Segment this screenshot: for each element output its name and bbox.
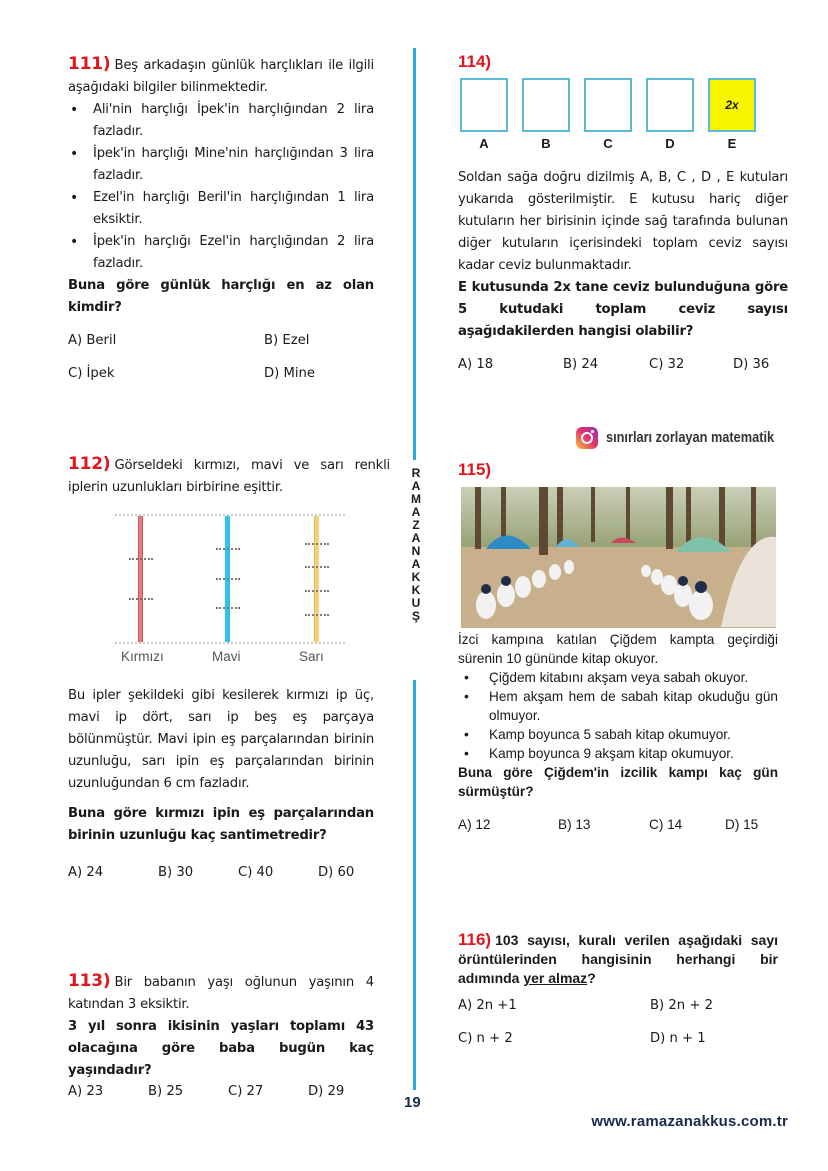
q114-body: Soldan sağa doğru dizilmiş A, B, C , D , E kutuları yukarıda gösterilmiştir. E kutusu hariç diğer kutuların her birisinin içinde sağ tarafında bulunan diğer kutuların içerisindeki toplam ceviz sayısı kadar ceviz bulunmaktadır. bbox=[458, 170, 788, 273]
q112-option-c[interactable]: C) 40 bbox=[238, 865, 274, 880]
q112-options bbox=[68, 865, 374, 880]
q114-boxes bbox=[460, 78, 756, 151]
q114-question: E kutusunda 2x tane ceviz bulunduğuna göre 5 kutudaki toplam ceviz sayısı aşağıdakilerden hangisi olabilir? bbox=[458, 280, 788, 339]
q111-intro-text: Beş arkadaşın günlük harçlıkları ile ilgili aşağıdaki bilgiler bilinmektedir. bbox=[68, 58, 374, 95]
q115-bullet: • Hem akşam hem de sabah kitap okuduğu gün olmuyor. bbox=[458, 687, 778, 725]
q116-options-row1 bbox=[458, 998, 778, 1013]
box-a-square bbox=[460, 78, 508, 132]
question-112 bbox=[68, 453, 390, 499]
cut-mark bbox=[129, 598, 153, 600]
q116-options-row2 bbox=[458, 1031, 778, 1046]
q115-option-d[interactable]: D) 15 bbox=[725, 817, 759, 832]
threads-figure bbox=[115, 508, 345, 668]
q113-number: 113) bbox=[68, 971, 111, 991]
q114-option-b[interactable]: B) 24 bbox=[563, 357, 599, 372]
q115-bullet: • Çiğdem kitabını akşam veya sabah okuyor. bbox=[458, 668, 778, 687]
cut-mark bbox=[305, 543, 329, 545]
q116-number: 116) bbox=[458, 930, 492, 949]
q113-option-c[interactable]: C) 27 bbox=[228, 1084, 264, 1099]
box-d bbox=[646, 78, 694, 151]
instagram-icon bbox=[576, 427, 598, 449]
q113-question: 3 yıl sonra ikisinin yaşları toplamı 43 olacağına göre baba bugün kaç yaşındadır? bbox=[68, 1019, 374, 1078]
letter: U bbox=[411, 596, 421, 610]
q111-bullet: • Ali'nin harçlığı İpek'in harçlığından 2 lira fazladır. bbox=[68, 99, 374, 143]
q111-bullets bbox=[68, 99, 374, 275]
q114-option-a[interactable]: A) 18 bbox=[458, 357, 494, 372]
cut-mark bbox=[305, 590, 329, 592]
q115-bullets bbox=[458, 668, 778, 763]
q112-option-d[interactable]: D) 60 bbox=[318, 865, 355, 880]
q112-intro bbox=[68, 453, 390, 499]
q113-intro bbox=[68, 970, 374, 1016]
question-116 bbox=[458, 930, 778, 1046]
q113-option-d[interactable]: D) 29 bbox=[308, 1084, 345, 1099]
q116-option-c[interactable]: C) n + 2 bbox=[458, 1031, 513, 1046]
letter: Ş bbox=[411, 609, 420, 623]
q113-option-a[interactable]: A) 23 bbox=[68, 1084, 104, 1099]
q115-option-c[interactable]: C) 14 bbox=[649, 817, 683, 832]
q114-options bbox=[458, 357, 788, 372]
q112-intro-text: Görseldeki kırmızı, mavi ve sarı renkli iplerin uzunlukları birbirine eşittir. bbox=[68, 458, 390, 495]
question-114-header bbox=[458, 52, 788, 72]
cut-mark bbox=[129, 558, 153, 560]
blue-thread-label: Mavi bbox=[212, 649, 241, 664]
q111-bullet: • İpek'in harçlığı Ezel'in harçlığından 2 lira fazladır. bbox=[68, 231, 374, 275]
q111-bullet: • İpek'in harçlığı Mine'nin harçlığından 3 lira fazladır. bbox=[68, 143, 374, 187]
q111-option-a[interactable]: A) Beril bbox=[68, 333, 117, 348]
q113-option-b[interactable]: B) 25 bbox=[148, 1084, 184, 1099]
letter: Z bbox=[412, 518, 420, 532]
yellow-thread bbox=[314, 516, 319, 642]
q115-bullet: • Kamp boyunca 9 akşam kitap okumuyor. bbox=[458, 744, 778, 763]
box-c-square bbox=[584, 78, 632, 132]
box-b-square bbox=[522, 78, 570, 132]
box-e-square: 2x bbox=[708, 78, 756, 132]
q115-question: Buna göre Çiğdem'in izcilik kampı kaç gün sürmüştür? bbox=[458, 765, 778, 799]
q111-option-c[interactable]: C) İpek bbox=[68, 366, 115, 381]
page-number: 19 bbox=[404, 1094, 421, 1111]
q112-option-b[interactable]: B) 30 bbox=[158, 865, 194, 880]
q111-question: Buna göre günlük harçlığı en az olan kimdir? bbox=[68, 278, 374, 315]
camp-photo-illustration bbox=[461, 487, 776, 628]
q111-option-d[interactable]: D) Mine bbox=[264, 366, 316, 381]
q115-intro: İzci kampına katılan Çiğdem kampta geçirdiği sürenin 10 gününde kitap okuyor. bbox=[458, 632, 778, 666]
letter: A bbox=[411, 557, 421, 571]
column-divider-bottom bbox=[413, 680, 416, 1090]
letter: M bbox=[411, 492, 421, 506]
cut-mark bbox=[305, 566, 329, 568]
q116-question-text: 103 sayısı, kuralı verilen aşağıdaki sayı örüntülerinden hangisinin herhangi bir adımında bbox=[458, 932, 778, 986]
yellow-thread-label: Sarı bbox=[299, 649, 324, 664]
letter: K bbox=[411, 570, 421, 584]
box-d-label: D bbox=[665, 136, 675, 151]
cut-mark bbox=[216, 578, 240, 580]
letter: R bbox=[411, 466, 421, 480]
q113-options bbox=[68, 1084, 374, 1099]
website-link[interactable]: www.ramazanakkus.com.tr bbox=[591, 1113, 788, 1130]
cut-mark bbox=[216, 607, 240, 609]
q115-options bbox=[458, 817, 778, 832]
letter: N bbox=[411, 544, 421, 558]
question-113 bbox=[68, 970, 374, 1099]
instagram-text: sınırları zorlayan matematik bbox=[606, 430, 775, 446]
q112-number: 112) bbox=[68, 454, 111, 474]
q116-question-end: ? bbox=[587, 970, 596, 986]
cut-mark bbox=[216, 548, 240, 550]
question-111 bbox=[68, 53, 374, 381]
q111-options-row2 bbox=[68, 366, 374, 381]
box-c-label: C bbox=[603, 136, 613, 151]
bottom-guide-line bbox=[115, 642, 345, 644]
q114-number: 114) bbox=[458, 52, 492, 71]
q113-intro-text: Bir babanın yaşı oğlunun yaşının 4 katından 3 eksiktir. bbox=[68, 975, 374, 1012]
question-115-header bbox=[458, 460, 788, 480]
q116-option-d[interactable]: D) n + 1 bbox=[650, 1031, 706, 1046]
q115-number: 115) bbox=[458, 460, 492, 479]
box-e-label: E bbox=[727, 136, 737, 151]
box-a-label: A bbox=[479, 136, 489, 151]
q116-option-a[interactable]: A) 2n +1 bbox=[458, 998, 517, 1013]
letter: A bbox=[411, 531, 421, 545]
box-c bbox=[584, 78, 632, 151]
q112-option-a[interactable]: A) 24 bbox=[68, 865, 104, 880]
vertical-author-name bbox=[408, 467, 424, 623]
box-e bbox=[708, 78, 756, 151]
q116-question bbox=[458, 930, 778, 988]
q114-option-d[interactable]: D) 36 bbox=[733, 357, 770, 372]
q111-number: 111) bbox=[68, 54, 111, 74]
top-guide-line bbox=[115, 514, 345, 516]
q111-option-b[interactable]: B) Ezel bbox=[264, 333, 310, 348]
q116-underlined: yer almaz bbox=[523, 970, 588, 986]
question-112-body bbox=[68, 685, 374, 880]
column-divider-top bbox=[413, 48, 416, 460]
q115-bullet: • Kamp boyunca 5 sabah kitap okumuyor. bbox=[458, 725, 778, 744]
q114-option-c[interactable]: C) 32 bbox=[649, 357, 685, 372]
q116-option-b[interactable]: B) 2n + 2 bbox=[650, 998, 713, 1013]
box-b bbox=[522, 78, 570, 151]
letter: K bbox=[411, 583, 421, 597]
letter: A bbox=[411, 479, 421, 493]
q111-options-row1 bbox=[68, 333, 374, 348]
q112-question: Buna göre kırmızı ipin eş parçalarından birinin uzunluğu kaç santimetredir? bbox=[68, 806, 374, 843]
box-a bbox=[460, 78, 508, 151]
box-d-square bbox=[646, 78, 694, 132]
q112-body: Bu ipler şekildeki gibi kesilerek kırmızı ip üç, mavi ip dört, sarı ip beş eş parçaya bölünmüştür. Mavi ipin eş parçalarından birinin uzunluğu, sarı ipin eş parçalarından birinin uzunluğundan 6 cm fazladır. bbox=[68, 688, 374, 791]
letter: A bbox=[411, 505, 421, 519]
red-thread bbox=[138, 516, 143, 642]
q111-intro bbox=[68, 53, 374, 99]
red-thread-label: Kırmızı bbox=[121, 649, 164, 664]
scout-camp-photo bbox=[461, 487, 776, 628]
cut-mark bbox=[305, 614, 329, 616]
q115-option-b[interactable]: B) 13 bbox=[558, 817, 591, 832]
q111-bullet: • Ezel'in harçlığı Beril'in harçlığından 1 lira eksiktir. bbox=[68, 187, 374, 231]
question-115-body bbox=[458, 630, 778, 832]
instagram-tagline bbox=[576, 427, 797, 449]
box-b-label: B bbox=[541, 136, 551, 151]
question-114-body bbox=[458, 167, 788, 372]
q115-option-a[interactable]: A) 12 bbox=[458, 817, 491, 832]
